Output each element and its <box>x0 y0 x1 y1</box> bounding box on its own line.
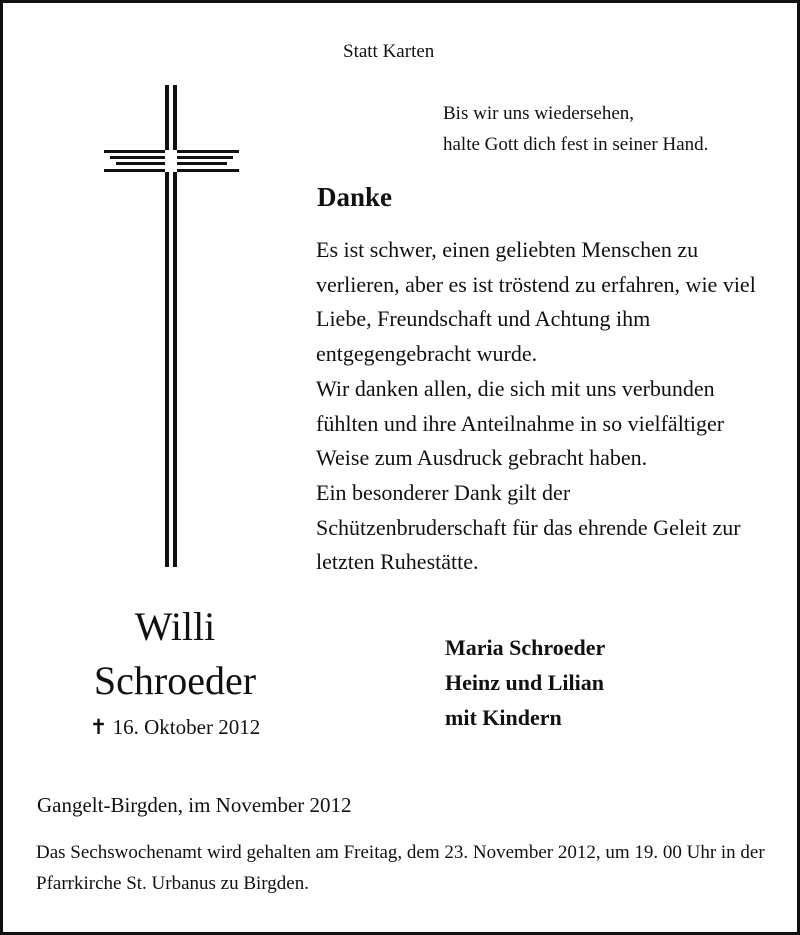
thanks-paragraph-2: Wir danken allen, die sich mit uns verbunden fühlten und ihre Anteilnahme in so vielfältiger Weise zum Ausdruck gebracht haben. <box>316 375 725 471</box>
signer-line: Maria Schroeder <box>445 635 606 660</box>
signers-block <box>445 630 605 735</box>
deceased-first-name: Willi <box>134 604 216 649</box>
death-date-text: 16. Oktober 2012 <box>112 715 261 739</box>
header-text: Statt Karten <box>343 41 435 62</box>
quote-block <box>443 98 708 160</box>
signer-line: Heinz und Lilian <box>445 670 604 695</box>
thanks-heading: Danke <box>317 182 393 212</box>
signer-line: mit Kindern <box>445 705 562 730</box>
thanks-paragraph-3: Ein besonderer Dank gilt der Schützenbruderschaft für das ehrende Geleit zur letzten Ruhestätte. <box>316 479 741 575</box>
thanks-paragraph-1: Es ist schwer, einen geliebten Menschen zu verlieren, aber es ist tröstend zu erfahren, wie viel Liebe, Freundschaft und Achtung ihm entgegengebracht wurde. <box>316 237 756 367</box>
dagger-icon: ✝ <box>89 715 108 739</box>
quote-line-1: Bis wir uns wiedersehen, <box>443 103 635 124</box>
mass-notice: Das Sechswochenamt wird gehalten am Freitag, dem 23. November 2012, um 19. 00 Uhr in der Pfarrkirche St. Urbanus zu Birgden. <box>36 842 765 894</box>
place-date: Gangelt-Birgden, im November 2012 <box>37 793 352 817</box>
thanks-body <box>316 233 756 580</box>
quote-line-2: halte Gott dich fest in seiner Hand. <box>443 134 709 155</box>
cross-icon <box>100 85 250 567</box>
deceased-name <box>50 600 300 708</box>
deceased-last-name: Schroeder <box>93 658 257 703</box>
death-date <box>50 715 300 740</box>
